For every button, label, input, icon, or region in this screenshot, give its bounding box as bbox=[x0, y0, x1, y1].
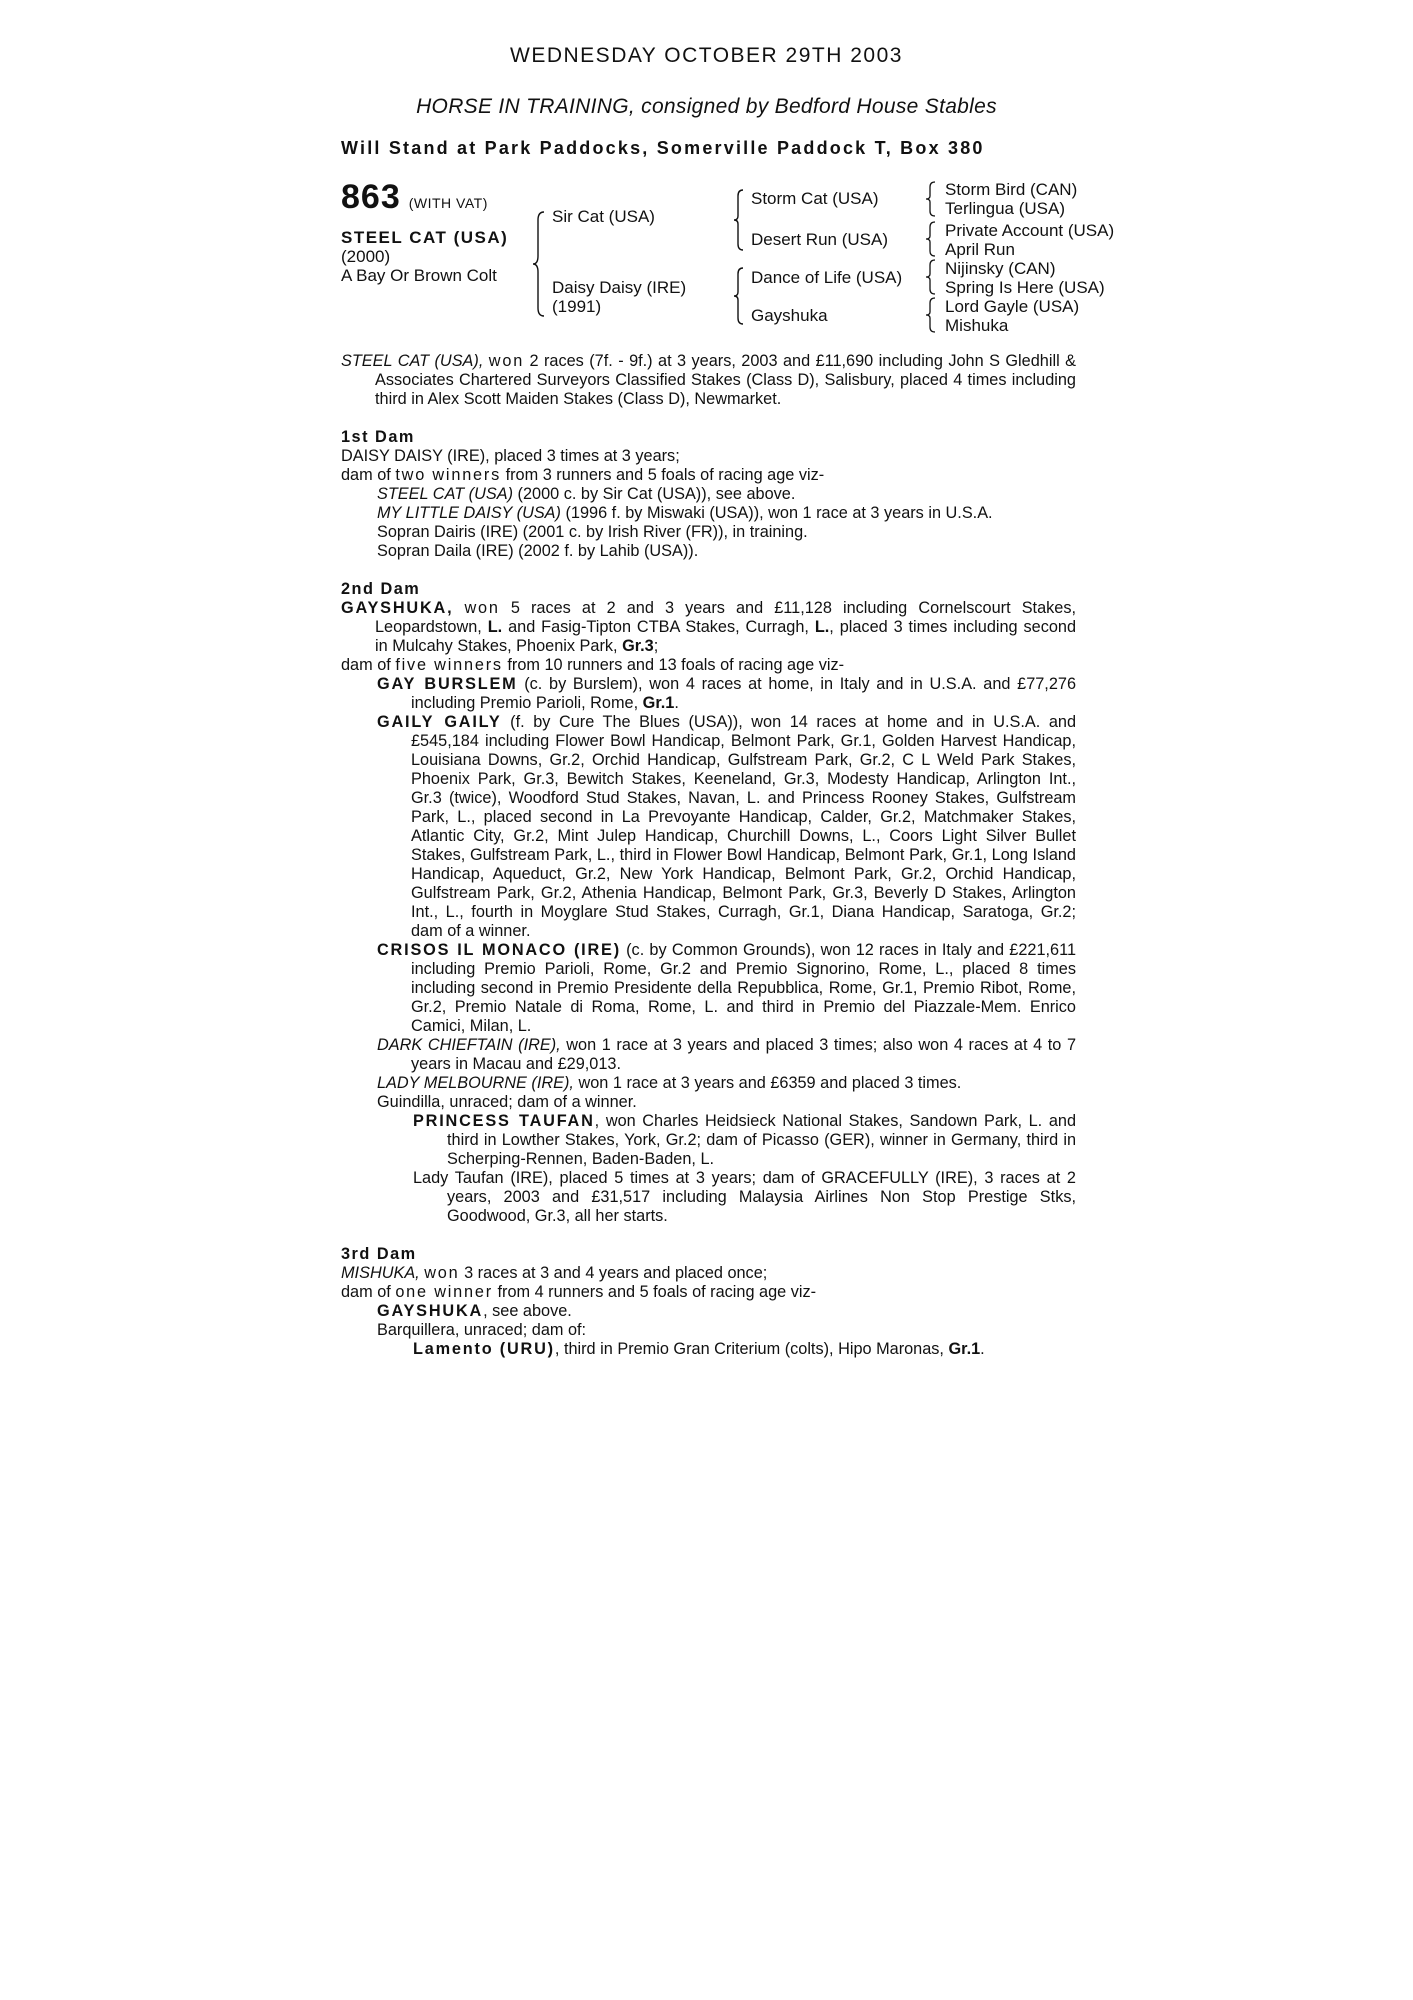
summary-horse-name: STEEL CAT (USA), bbox=[341, 352, 484, 370]
third-dam-won: won bbox=[424, 1264, 460, 1282]
offspring-text: (1996 f. by Miswaki (USA)), won 1 race at 3 years in U.S.A. bbox=[565, 504, 993, 522]
third-dam-heading: 3rd Dam bbox=[341, 1245, 417, 1263]
offspring-text: , see above. bbox=[483, 1302, 572, 1320]
group-grade: Gr.3 bbox=[622, 637, 654, 655]
pedigree-dam: Daisy Daisy (IRE) bbox=[552, 278, 687, 297]
offspring-name: GAY BURSLEM bbox=[377, 675, 518, 693]
offspring-gayshuka bbox=[341, 1302, 1076, 1321]
produce-summary: from 3 runners and 5 foals of racing age viz- bbox=[505, 466, 825, 484]
second-dam-heading: 2nd Dam bbox=[341, 580, 421, 598]
listed-grade: L. bbox=[814, 618, 830, 636]
first-dam-produce bbox=[341, 466, 1076, 485]
punctuation: ; bbox=[653, 637, 659, 655]
offspring-name: STEEL CAT (USA) bbox=[377, 485, 514, 503]
offspring-text: , won Charles Heidsieck National Stakes, Sandown Park, L. and third in Lowther Stakes, York, Gr.2; dam of Picasso (GER), winner in Germany, third in Scherping-Rennen, Baden-Baden, L. bbox=[447, 1112, 1076, 1168]
grand-offspring-lady-taufan: Lady Taufan (IRE), placed 5 times at 3 years; dam of GRACEFULLY (IRE), 3 races at 2 years, 2003 and £31,517 including Malaysia Airlines Non Stop Prestige Stks, Goodwood, Gr.3, all her starts. bbox=[413, 1169, 1076, 1225]
pedigree-g8: Mishuka bbox=[945, 316, 1009, 335]
offspring-name: GAILY GAILY bbox=[377, 713, 502, 731]
offspring-sopran-dairis: Sopran Dairis (IRE) (2001 c. by Irish River (FR)), in training. bbox=[377, 523, 808, 541]
offspring-text: won 1 race at 3 years and placed 3 times; also won 4 races at 4 to 7 years in Macau and £29,013. bbox=[411, 1036, 1076, 1073]
catalogue-body bbox=[341, 352, 1076, 1359]
offspring-text: (2000 c. by Sir Cat (USA)), see above. bbox=[517, 485, 796, 503]
produce-summary: from 10 runners and 13 foals of racing age viz- bbox=[507, 656, 845, 674]
offspring-name: LADY MELBOURNE (IRE), bbox=[377, 1074, 574, 1092]
offspring-my-little-daisy bbox=[341, 504, 1076, 523]
lot-number-block bbox=[341, 178, 488, 217]
lot-number: 863 bbox=[341, 178, 401, 216]
vat-note: (WITH VAT) bbox=[408, 195, 488, 211]
pedigree-g1: Storm Bird (CAN) bbox=[945, 180, 1078, 199]
pedigree-dam-dam: Gayshuka bbox=[751, 306, 828, 325]
offspring-steel-cat bbox=[341, 485, 1076, 504]
offspring-name: GAYSHUKA bbox=[377, 1302, 484, 1320]
offspring-text: (c. by Burslem), won 4 races at home, in Italy and in U.S.A. and £77,276 including Premio Parioli, Rome, bbox=[411, 675, 1076, 712]
pedigree-g5: Nijinsky (CAN) bbox=[945, 259, 1056, 278]
second-dam-won: won bbox=[464, 599, 500, 617]
offspring-dark-chieftain bbox=[341, 1036, 1076, 1074]
grand-offspring-lamento bbox=[341, 1340, 1076, 1359]
winners-count: two winners bbox=[395, 466, 502, 484]
offspring-gaily-gaily bbox=[341, 713, 1076, 941]
offspring-text: won 1 race at 3 years and £6359 and placed 3 times. bbox=[578, 1074, 962, 1092]
pedigree-brace-sire bbox=[733, 188, 745, 252]
grand-offspring-princess-taufan bbox=[341, 1112, 1076, 1169]
pedigree-brace-main bbox=[532, 210, 546, 318]
pedigree-brace-g3 bbox=[925, 258, 937, 296]
offspring-name: CRISOS IL MONACO (IRE) bbox=[377, 941, 621, 959]
pedigree-g3: Private Account (USA) bbox=[945, 221, 1115, 240]
group-grade: Gr.1 bbox=[642, 694, 675, 712]
third-dam-produce bbox=[341, 1283, 1076, 1302]
first-dam-line: DAISY DAISY (IRE), placed 3 times at 3 years; bbox=[341, 447, 680, 465]
second-dam-text-3: , placed 3 times including second in Mulcahy Stakes, Phoenix Park, bbox=[375, 618, 1076, 655]
horse-description: A Bay Or Brown Colt bbox=[341, 266, 497, 285]
offspring-name: MY LITTLE DAISY (USA) bbox=[377, 504, 561, 522]
pedigree-brace-g1 bbox=[925, 180, 937, 218]
pedigree-dam-sire: Dance of Life (USA) bbox=[751, 268, 903, 287]
offspring-guindilla: Guindilla, unraced; dam of a winner. bbox=[377, 1093, 637, 1111]
stand-location: Will Stand at Park Paddocks, Somerville Paddock T, Box 380 bbox=[341, 138, 985, 158]
first-dam-heading: 1st Dam bbox=[341, 428, 415, 446]
offspring-text: , third in Premio Gran Criterium (colts), Hipo Maronas, bbox=[554, 1340, 944, 1358]
winners-count: five winners bbox=[395, 656, 503, 674]
pedigree-g6: Spring Is Here (USA) bbox=[945, 278, 1105, 297]
second-dam-name: GAYSHUKA, bbox=[341, 599, 454, 617]
offspring-name: DARK CHIEFTAIN (IRE), bbox=[377, 1036, 561, 1054]
offspring-text: (c. by Common Grounds), won 12 races in Italy and £221,611 including Premio Parioli, Rome, Gr.2 and Premio Signorino, Rome, L., placed 8 times including second in Premio Presidente della Repubblica, Rome, Gr.1, Premio Ribot, Rome, Gr.2, Premio Natale di Roma, Rome, L. and third in Premio del Piazzale-Mem. Enrico Camici, Milan, L. bbox=[411, 941, 1076, 1035]
second-dam-text-1: 5 races at 2 and 3 years and £11,128 including Cornelscourt Stakes, Leopardstown, bbox=[375, 599, 1076, 636]
offspring-barquillera: Barquillera, unraced; dam of: bbox=[377, 1321, 587, 1339]
consignment-line: HORSE IN TRAINING, consigned by Bedford House Stables bbox=[416, 95, 997, 118]
dam-of-label: dam of bbox=[341, 656, 391, 674]
offspring-name: Lamento (URU) bbox=[413, 1340, 555, 1358]
pedigree-sire-sire: Storm Cat (USA) bbox=[751, 189, 879, 208]
dam-of-label: dam of bbox=[341, 466, 391, 484]
group-grade: Gr.1 bbox=[948, 1340, 981, 1358]
offspring-text: (f. by Cure The Blues (USA)), won 14 races at home and in U.S.A. and £545,184 including Flower Bowl Handicap, Belmont Park, Gr.1, Golden Harvest Handicap, Louisiana Downs, Gr.2, Orchid Handicap, Gulfstream Park, Gr.2, C L Weld Park Stakes, Phoenix Park, Gr.3, Bewitch Stakes, Keeneland, Gr.3, Modesty Handicap, Arlington Int., Gr.3 (twice), Woodford Stud Stakes, Navan, L. and Princess Rooney Stakes, Gulfstream Park, L., placed second in La Prevoyante Handicap, Calder, Gr.2, Matchmaker Stakes, Atlantic City, Gr.2, Mint Julep Handicap, Churchill Downs, L., Coors Light Silver Bullet Stakes, Gulfstream Park, L., third in Flower Bowl Handicap, Belmont Park, Gr.1, Long Island Handicap, Aqueduct, Gr.2, New York Handicap, Belmont Park, Gr.2, Orchid Handicap, Gulfstream Park, Gr.2, Athenia Handicap, Belmont Park, Gr.3, Beverly D Stakes, Arlington Int., L., fourth in Moyglare Stud Stakes, Curragh, Gr.1, Diana Handicap, Saratoga, Gr.2; dam of a winner. bbox=[411, 713, 1076, 940]
listed-grade: L. bbox=[487, 618, 503, 636]
pedigree-sire-dam: Desert Run (USA) bbox=[751, 230, 888, 249]
punctuation: . bbox=[980, 1340, 985, 1358]
third-dam-text: 3 races at 3 and 4 years and placed once; bbox=[464, 1264, 768, 1282]
offspring-gay-burslem: GAY BURSLEM (c. by Burslem), won 4 races at home, in Italy and in U.S.A. and £77,276 including Premio Parioli, Rome, Gr.1. bbox=[377, 675, 1076, 712]
offspring-crisos-il-monaco bbox=[341, 941, 1076, 1036]
second-dam-produce bbox=[341, 656, 1076, 675]
pedigree-g4: April Run bbox=[945, 240, 1015, 259]
offspring-name: PRINCESS TAUFAN bbox=[413, 1112, 595, 1130]
sale-date: WEDNESDAY OCTOBER 29TH 2003 bbox=[510, 44, 903, 67]
pedigree-sire: Sir Cat (USA) bbox=[552, 207, 655, 226]
second-dam-record bbox=[341, 599, 1076, 656]
pedigree-brace-g4 bbox=[925, 296, 937, 334]
offspring-lady-melbourne bbox=[341, 1074, 1076, 1093]
summary-won: won bbox=[488, 352, 525, 370]
third-dam-name: MISHUKA, bbox=[341, 1264, 420, 1282]
horse-name: STEEL CAT (USA) bbox=[341, 228, 509, 247]
produce-summary: from 4 runners and 5 foals of racing age viz- bbox=[497, 1283, 817, 1301]
race-summary bbox=[341, 352, 1076, 409]
horse-year: (2000) bbox=[341, 247, 391, 266]
pedigree-g2: Terlingua (USA) bbox=[945, 199, 1065, 218]
dam-of-label: dam of bbox=[341, 1283, 391, 1301]
pedigree-brace-dam bbox=[733, 266, 745, 326]
second-dam-text-2: and Fasig-Tipton CTBA Stakes, Curragh, bbox=[508, 618, 809, 636]
pedigree-brace-g2 bbox=[925, 220, 937, 258]
third-dam-record bbox=[341, 1264, 1076, 1283]
summary-text: 2 races (7f. - 9f.) at 3 years, 2003 and £11,690 including John S Gledhill & Associates Chartered Surveyors Classified Stakes (Class D), Salisbury, placed 4 times including third in Alex Scott Maiden Stakes (Class D), Newmarket. bbox=[375, 352, 1076, 408]
pedigree-g7: Lord Gayle (USA) bbox=[945, 297, 1080, 316]
offspring-sopran-daila: Sopran Daila (IRE) (2002 f. by Lahib (USA)). bbox=[377, 542, 699, 560]
pedigree-dam-year: (1991) bbox=[552, 297, 602, 316]
winners-count: one winner bbox=[395, 1283, 493, 1301]
